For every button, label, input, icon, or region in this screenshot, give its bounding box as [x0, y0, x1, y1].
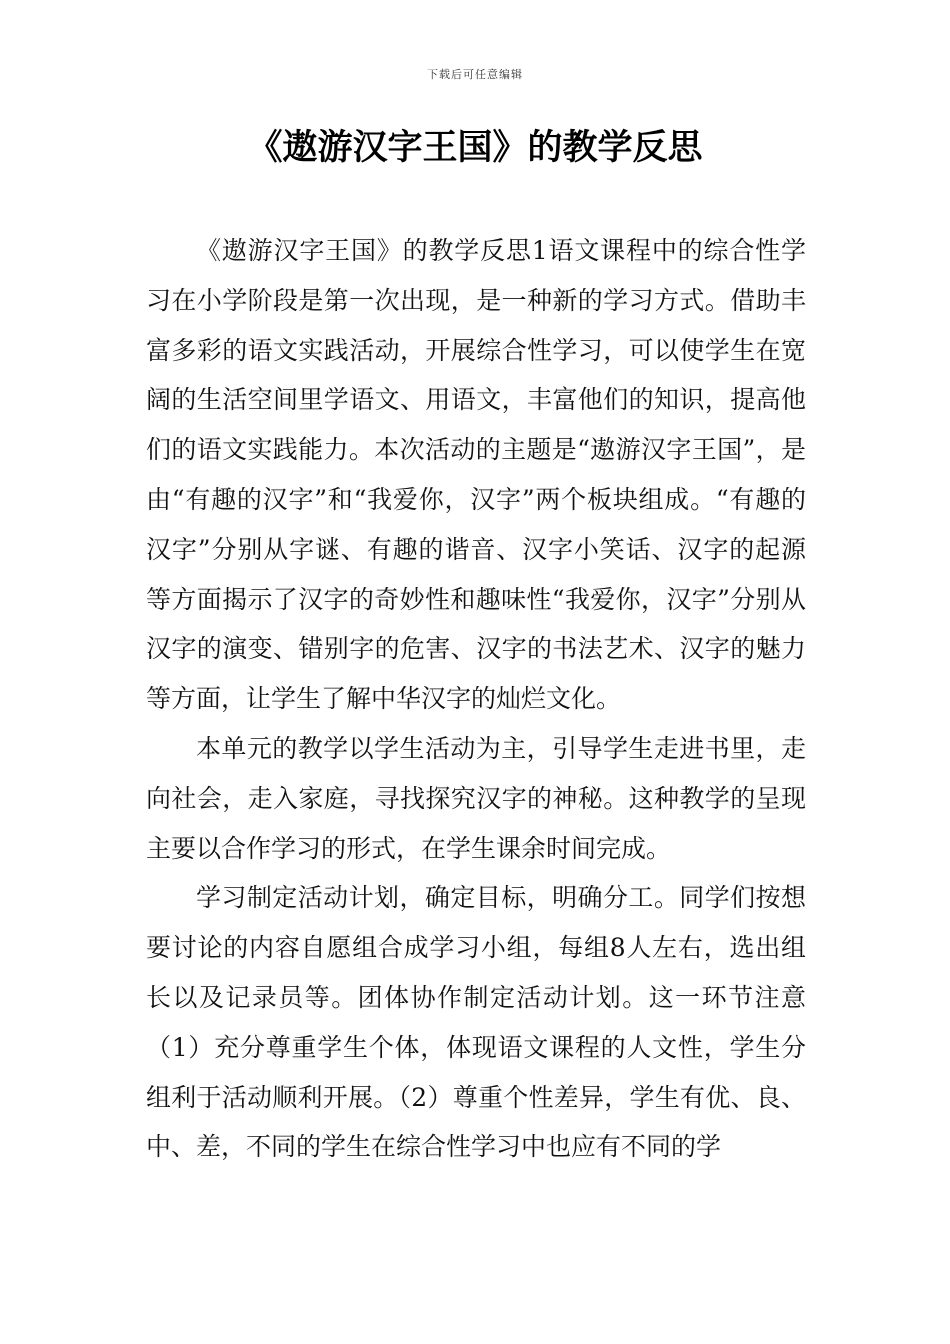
- header-note: 下载后可任意编辑: [427, 68, 523, 81]
- paragraph-3: 学习制定活动计划，确定目标，明确分工。同学们按想要讨论的内容自愿组合成学习小组，每组8人左右，选出组长以及记录员等。团体协作制定活动计划。这一环节注意（1）充分尊重学生个体，体现语文课程的人文性，学生分组利于活动顺利开展。（2）尊重个性差异，学生有优、良、中、差，不同的学生在综合性学习中也应有不同的学: [146, 883, 806, 1162]
- document-title: 《遨游汉字王国》的教学反思: [247, 128, 703, 168]
- paragraph-1: 《遨游汉字王国》的教学反思1语文课程中的综合性学习在小学阶段是第一次出现，是一种新的学习方式。借助丰富多彩的语文实践活动，开展综合性学习，可以使学生在宽阔的生活空间里学语文、用语文，丰富他们的知识，提高他们的语文实践能力。本次活动的主题是“遨游汉字王国”，是由“有趣的汉字”和“我爱你，汉字”两个板块组成。“有趣的汉字”分别从字谜、有趣的谐音、汉字小笑话、汉字的起源等方面揭示了汉字的奇妙性和趣味性“我爱你，汉字”分别从汉字的演变、错别字的危害、汉字的书法艺术、汉字的魅力等方面，让学生了解中华汉字的灿烂文化。: [146, 236, 806, 714]
- document-body: [146, 226, 806, 1172]
- paragraph-2: 本单元的教学以学生活动为主，引导学生走进书里，走向社会，走入家庭，寻找探究汉字的神秘。这种教学的呈现主要以合作学习的形式，在学生课余时间完成。: [146, 733, 806, 863]
